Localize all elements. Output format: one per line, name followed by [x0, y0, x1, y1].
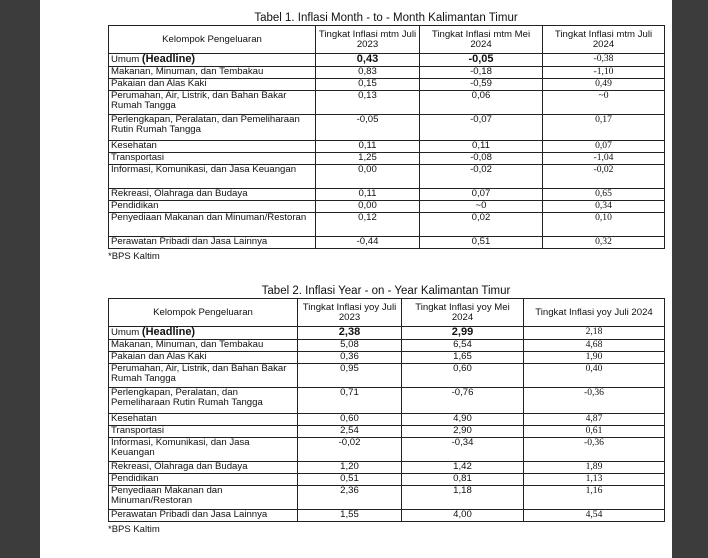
- category-label: Umum: [111, 327, 142, 338]
- value-cell-col3: -1,10: [543, 67, 665, 79]
- table-row: [109, 474, 665, 486]
- value-cell-col1: 2,36: [298, 486, 402, 510]
- value-cell-col3: 4,68: [524, 340, 665, 352]
- document-page: [40, 0, 672, 558]
- value-cell-col1: 0,00: [316, 201, 420, 213]
- table2-block: [108, 284, 664, 535]
- table-row: [109, 414, 665, 426]
- category-cell: Kesehatan: [109, 141, 316, 153]
- table1-source-note: *BPS Kaltim: [108, 251, 160, 262]
- table1: [108, 25, 665, 249]
- table1-title: Tabel 1. Inflasi Month - to - Month Kalimantan Timur: [254, 12, 518, 24]
- value-cell-col3: 0,10: [543, 213, 665, 237]
- value-cell-col1: 0,83: [316, 67, 420, 79]
- value-cell-col1: 1,55: [298, 510, 402, 522]
- table-row: [109, 237, 665, 249]
- value-cell-col3: 1,13: [524, 474, 665, 486]
- headline-label: (Headline): [141, 326, 196, 338]
- value-cell-col3: 0,07: [543, 141, 665, 153]
- value-cell-col2: -0,08: [420, 153, 543, 165]
- value-cell-col2: 0,02: [420, 213, 543, 237]
- table2-body: [109, 327, 665, 522]
- category-cell: Pakaian dan Alas Kaki: [109, 79, 316, 91]
- category-cell: Pendidikan: [109, 474, 298, 486]
- value-cell-col2: 6,54: [402, 340, 524, 352]
- category-cell: Makanan, Minuman, dan Tembakau: [109, 67, 316, 79]
- value-cell-col2: -0,76: [402, 388, 524, 414]
- category-cell: Kesehatan: [109, 414, 298, 426]
- value-cell-col1: 1,25: [316, 153, 420, 165]
- value-cell-col2: 1,65: [402, 352, 524, 364]
- value-cell-col1: 0,11: [316, 189, 420, 201]
- table-row: [109, 79, 665, 91]
- table-row: [109, 141, 665, 153]
- table2-title: Tabel 2. Inflasi Year - on - Year Kalimantan Timur: [261, 285, 511, 297]
- table-row: [109, 165, 665, 189]
- table-row: [109, 213, 665, 237]
- category-cell: Perawatan Pribadi dan Jasa Lainnya: [109, 237, 316, 249]
- table2-header-col1: Tingkat Inflasi yoy Juli 2023: [298, 299, 402, 327]
- value-cell-col2: 0,81: [402, 474, 524, 486]
- value-cell-col2: 4,00: [402, 510, 524, 522]
- table1-body: [109, 54, 665, 249]
- category-cell: Pakaian dan Alas Kaki: [109, 352, 298, 364]
- category-cell: Transportasi: [109, 426, 298, 438]
- value-cell-col3: 1,89: [524, 462, 665, 474]
- category-cell: Perawatan Pribadi dan Jasa Lainnya: [109, 510, 298, 522]
- table-row: [109, 67, 665, 79]
- category-cell: Pendidikan: [109, 201, 316, 213]
- category-cell: Makanan, Minuman, dan Tembakau: [109, 340, 298, 352]
- value-cell-col2: 0,07: [420, 189, 543, 201]
- table2-header-col3: Tingkat Inflasi yoy Juli 2024: [524, 299, 665, 327]
- value-cell-col1: -0,02: [298, 438, 402, 462]
- value-cell-col1: 0,11: [316, 141, 420, 153]
- table-row: [109, 327, 665, 340]
- value-cell-col1: 0,15: [316, 79, 420, 91]
- category-cell: Rekreasi, Olahraga dan Budaya: [109, 462, 298, 474]
- value-cell-col2: -0,59: [420, 79, 543, 91]
- table2-source-note: *BPS Kaltim: [108, 524, 160, 535]
- value-cell-col1: 0,95: [298, 364, 402, 388]
- value-cell-col1: 0,12: [316, 213, 420, 237]
- table-row: [109, 201, 665, 213]
- value-cell-col2: 1,18: [402, 486, 524, 510]
- table-row: [109, 189, 665, 201]
- value-cell-col2: 4,90: [402, 414, 524, 426]
- value-cell-col2: 0,60: [402, 364, 524, 388]
- table-row: [109, 115, 665, 141]
- value-cell-col3: 4,87: [524, 414, 665, 426]
- value-cell-col2: 0,11: [420, 141, 543, 153]
- value-cell-col1: 0,51: [298, 474, 402, 486]
- table-row: [109, 426, 665, 438]
- value-cell-col1: 0,71: [298, 388, 402, 414]
- table1-header-category: Kelompok Pengeluaran: [109, 26, 316, 54]
- category-cell: Perlengkapan, Peralatan, dan Pemeliharaan Rutin Rumah Tangga: [109, 388, 298, 414]
- category-cell: Transportasi: [109, 153, 316, 165]
- value-cell-col2: 0,06: [420, 91, 543, 115]
- value-cell-col3: 2,18: [524, 327, 665, 340]
- table1-block: [108, 11, 664, 262]
- category-cell: Informasi, Komunikasi, dan Jasa Keuangan: [109, 165, 316, 189]
- value-cell-col3: 1,90: [524, 352, 665, 364]
- value-cell-col3: 0,34: [543, 201, 665, 213]
- table1-header-col1: Tingkat Inflasi mtm Juli 2023: [316, 26, 420, 54]
- table-row: [109, 486, 665, 510]
- table-row: [109, 364, 665, 388]
- table2-header-category: Kelompok Pengeluaran: [109, 299, 298, 327]
- table-row: [109, 153, 665, 165]
- value-cell-col2: ~0: [420, 201, 543, 213]
- value-cell-col2: -0,18: [420, 67, 543, 79]
- value-cell-col3: -0,02: [543, 165, 665, 189]
- value-cell-col1: 2,38: [298, 327, 402, 340]
- category-cell: Perumahan, Air, Listrik, dan Bahan Bakar Rumah Tangga: [109, 364, 298, 388]
- value-cell-col1: 0,13: [316, 91, 420, 115]
- category-cell: [109, 54, 316, 67]
- table-row: [109, 462, 665, 474]
- category-cell: Perumahan, Air, Listrik, dan Bahan Bakar Rumah Tangga: [109, 91, 316, 115]
- table-row: [109, 352, 665, 364]
- value-cell-col2: 1,42: [402, 462, 524, 474]
- value-cell-col2: 2,90: [402, 426, 524, 438]
- table2: [108, 298, 665, 522]
- value-cell-col3: 0,49: [543, 79, 665, 91]
- category-cell: Informasi, Komunikasi, dan Jasa Keuangan: [109, 438, 298, 462]
- value-cell-col3: -0,38: [543, 54, 665, 67]
- value-cell-col3: 0,65: [543, 189, 665, 201]
- value-cell-col1: 0,00: [316, 165, 420, 189]
- table1-header-row: [109, 26, 665, 54]
- table-row: [109, 388, 665, 414]
- value-cell-col1: 0,43: [316, 54, 420, 67]
- value-cell-col3: 0,40: [524, 364, 665, 388]
- value-cell-col3: 4,54: [524, 510, 665, 522]
- value-cell-col2: -0,05: [420, 54, 543, 67]
- value-cell-col1: 0,36: [298, 352, 402, 364]
- headline-label: (Headline): [141, 53, 196, 65]
- value-cell-col2: 0,51: [420, 237, 543, 249]
- value-cell-col3: 0,17: [543, 115, 665, 141]
- value-cell-col3: -0,36: [524, 388, 665, 414]
- value-cell-col3: 1,16: [524, 486, 665, 510]
- category-label: Umum: [111, 54, 142, 65]
- table2-header-col2: Tingkat Inflasi yoy Mei 2024: [402, 299, 524, 327]
- value-cell-col1: 2,54: [298, 426, 402, 438]
- category-cell: Penyediaan Makanan dan Minuman/Restoran: [109, 486, 298, 510]
- value-cell-col2: -0,34: [402, 438, 524, 462]
- category-cell: [109, 327, 298, 340]
- value-cell-col2: 2,99: [402, 327, 524, 340]
- table-row: [109, 340, 665, 352]
- table2-header-row: [109, 299, 665, 327]
- table-row: [109, 91, 665, 115]
- value-cell-col1: -0,44: [316, 237, 420, 249]
- table1-header-col3: Tingkat Inflasi mtm Juli 2024: [543, 26, 665, 54]
- category-cell: Penyediaan Makanan dan Minuman/Restoran: [109, 213, 316, 237]
- value-cell-col3: -0,36: [524, 438, 665, 462]
- value-cell-col2: -0,07: [420, 115, 543, 141]
- table-row: [109, 510, 665, 522]
- value-cell-col3: -1,04: [543, 153, 665, 165]
- value-cell-col3: 0,61: [524, 426, 665, 438]
- value-cell-col3: ~0: [543, 91, 665, 115]
- table1-header-col2: Tingkat Inflasi mtm Mei 2024: [420, 26, 543, 54]
- table-row: [109, 438, 665, 462]
- value-cell-col3: 0,32: [543, 237, 665, 249]
- value-cell-col1: 0,60: [298, 414, 402, 426]
- value-cell-col1: -0,05: [316, 115, 420, 141]
- category-cell: Rekreasi, Olahraga dan Budaya: [109, 189, 316, 201]
- table-row: [109, 54, 665, 67]
- value-cell-col1: 5,08: [298, 340, 402, 352]
- value-cell-col1: 1,20: [298, 462, 402, 474]
- category-cell: Perlengkapan, Peralatan, dan Pemeliharaan Rutin Rumah Tangga: [109, 115, 316, 141]
- value-cell-col2: -0,02: [420, 165, 543, 189]
